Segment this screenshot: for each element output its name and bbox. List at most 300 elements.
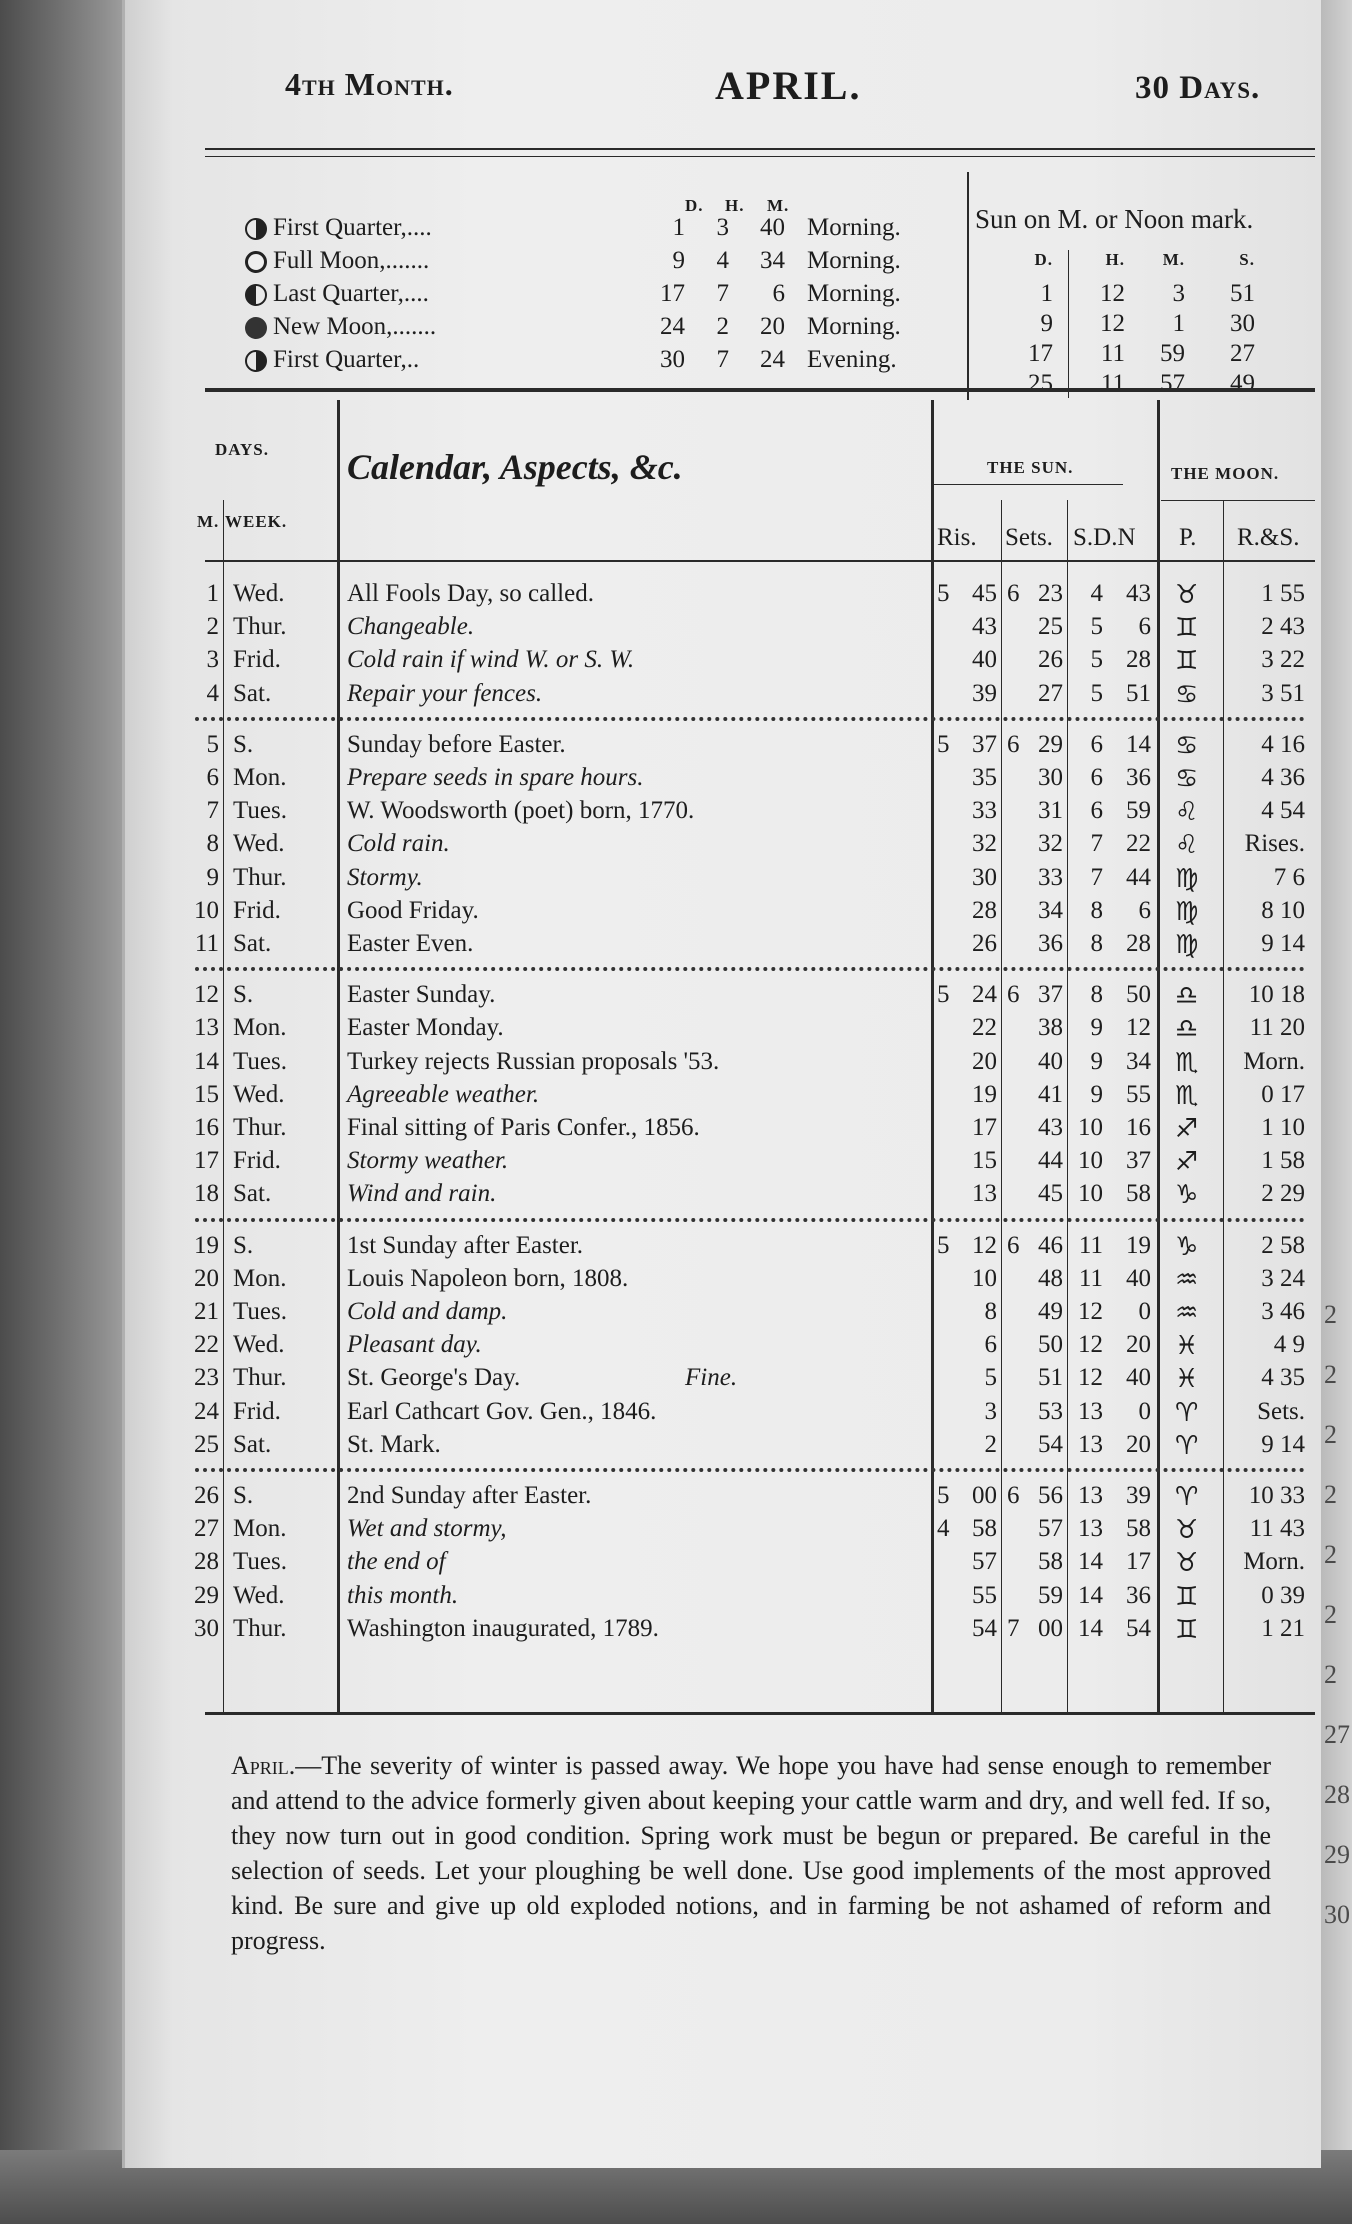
header-calendar: Calendar, Aspects, &c. (347, 447, 683, 487)
last-quarter-icon (245, 284, 267, 306)
moon-sign-glyph: ♈ (1175, 1482, 1199, 1512)
sun-declination-min: 20 (1126, 1331, 1151, 1359)
day-of-month: 7 (206, 797, 219, 825)
sun-mark-value: 11 (1100, 370, 1125, 397)
sun-set-minute: 34 (1038, 896, 1063, 924)
adjacent-page-number: 2 (1324, 1660, 1337, 1689)
sun-rise-minute: 19 (972, 1080, 997, 1108)
moon-rise-set: 1 10 (1261, 1114, 1305, 1141)
moon-rise-set: 9 14 (1261, 930, 1305, 957)
day-of-week: Thur. (233, 863, 287, 891)
day-of-month: 21 (194, 1298, 219, 1325)
sun-declination-deg: 9 (1090, 1014, 1103, 1042)
sun-set-minute: 26 (1038, 646, 1063, 674)
sun-rise-minute: 43 (972, 613, 997, 641)
sun-rise-minute: 40 (972, 646, 997, 674)
day-of-week: Thur. (233, 1364, 287, 1392)
first-quarter-icon (245, 350, 267, 372)
moon-sign-glyph: ♐ (1175, 1114, 1199, 1144)
sun-set-minute: 41 (1038, 1080, 1063, 1108)
moon-sign-glyph: ♍ (1175, 863, 1199, 894)
moon-rise-set: Morn. (1243, 1548, 1305, 1576)
sun-rise-minute: 57 (972, 1548, 997, 1576)
sun-set-hour: 6 (1007, 1482, 1020, 1509)
day-of-month: 12 (194, 981, 219, 1009)
sun-declination-deg: 10 (1078, 1114, 1103, 1141)
calendar-entry: this month. (347, 1581, 459, 1609)
moon-phase-minute: 34 (760, 247, 785, 274)
header-rule (205, 148, 1315, 150)
sun-set-minute: 31 (1038, 797, 1063, 825)
calendar-entry: Earl Cathcart Gov. Gen., 1846. (347, 1397, 657, 1425)
moon-sign-glyph: ♑ (1175, 1231, 1199, 1262)
sun-set-hour: 6 (1007, 580, 1020, 607)
calendar-entry: Cold rain. (347, 830, 450, 858)
sun-declination-deg: 6 (1090, 730, 1103, 758)
calendar-entry: Turkey rejects Russian proposals '53. (347, 1047, 720, 1075)
moon-phase-period: Morning. (807, 313, 901, 340)
moon-phase-hour: 7 (716, 346, 729, 373)
moon-sign-glyph: ♊ (1175, 613, 1199, 644)
moon-phase-row (245, 280, 429, 308)
sun-declination-deg: 14 (1078, 1614, 1103, 1642)
moon-sign-glyph: ♊ (1175, 646, 1199, 677)
moon-sign-glyph: ♎ (1175, 981, 1199, 1012)
sun-declination-min: 19 (1126, 1231, 1151, 1259)
sun-set-minute: 27 (1038, 679, 1063, 707)
sun-rise-minute: 15 (972, 1147, 997, 1175)
week-separator (195, 967, 1305, 971)
sun-declination-deg: 6 (1090, 797, 1103, 825)
day-of-week: S. (233, 1231, 254, 1259)
moon-rise-set: 10 33 (1248, 1482, 1305, 1509)
sun-set-minute: 23 (1038, 580, 1063, 607)
day-of-month: 1 (206, 580, 219, 607)
moon-rise-set: 3 22 (1261, 646, 1305, 674)
day-of-month: 19 (194, 1231, 219, 1259)
sun-declination-deg: 12 (1078, 1331, 1103, 1359)
sun-set-minute: 40 (1038, 1047, 1063, 1075)
calendar-entry: St. George's Day. (347, 1364, 521, 1392)
day-of-week: Sat. (233, 1180, 272, 1208)
sun-rise-minute: 5 (984, 1364, 997, 1392)
sun-mark-header: S. (1239, 250, 1255, 269)
calendar-entry: 2nd Sunday after Easter. (347, 1482, 592, 1509)
moon-rise-set: 4 36 (1261, 764, 1305, 791)
sun-set-minute: 51 (1038, 1364, 1063, 1392)
sun-set-minute: 50 (1038, 1331, 1063, 1359)
day-of-week: Wed. (233, 830, 285, 858)
sun-mark-value: 1 (1040, 280, 1053, 307)
sun-declination-min: 17 (1126, 1548, 1151, 1576)
moon-sign-glyph: ♒ (1175, 1298, 1199, 1328)
adjacent-page-number: 2 (1324, 1360, 1337, 1389)
calendar-entry: Repair your fences. (347, 679, 543, 707)
day-of-month: 27 (194, 1515, 219, 1543)
sun-rise-minute: 13 (972, 1180, 997, 1208)
sun-rise-minute: 00 (972, 1482, 997, 1509)
moon-sign-glyph: ♎ (1175, 1014, 1199, 1045)
sun-mark-divider (1068, 250, 1069, 398)
header-week: WEEK. (225, 512, 288, 531)
moon-phase-name: Full Moon,....... (273, 247, 430, 274)
sun-declination-min: 28 (1126, 646, 1151, 674)
note-lead: April. (231, 1751, 296, 1780)
calendar-entry: All Fools Day, so called. (347, 580, 594, 607)
sun-mark-value: 12 (1100, 280, 1125, 307)
full-moon-icon (245, 251, 267, 273)
moon-sign-glyph: ♋ (1175, 764, 1199, 794)
moon-sign-glyph: ♓ (1175, 1364, 1199, 1395)
moon-rise-set: 11 43 (1249, 1515, 1305, 1543)
moon-sign-glyph: ♊ (1175, 1581, 1199, 1612)
sun-declination-min: 43 (1126, 580, 1151, 607)
sun-set-minute: 25 (1038, 613, 1063, 641)
day-of-week: Thur. (233, 613, 287, 641)
sun-rise-minute: 8 (984, 1298, 997, 1325)
day-of-week: S. (233, 1482, 254, 1509)
table-top-rule (205, 388, 1315, 392)
day-of-month: 30 (194, 1614, 219, 1642)
moon-phase-minute: 24 (760, 346, 785, 373)
moon-phase-period: Morning. (807, 214, 901, 241)
day-of-month: 14 (194, 1047, 219, 1075)
sun-declination-deg: 8 (1090, 896, 1103, 924)
adjacent-page-number: 2 (1324, 1540, 1337, 1569)
sun-set-minute: 53 (1038, 1397, 1063, 1425)
moon-rise-set: Sets. (1257, 1397, 1305, 1425)
sun-declination-deg: 13 (1078, 1430, 1103, 1458)
sun-rise-minute: 35 (972, 764, 997, 791)
day-of-month: 29 (194, 1581, 219, 1609)
moon-sign-glyph: ♓ (1175, 1331, 1199, 1362)
day-of-month: 8 (206, 830, 219, 858)
moon-rise-set: 4 35 (1261, 1364, 1305, 1392)
sun-set-hour: 6 (1007, 981, 1020, 1009)
day-of-week: Frid. (233, 896, 281, 924)
sun-set-minute: 38 (1038, 1014, 1063, 1042)
day-of-week: Mon. (233, 1515, 287, 1543)
sun-rise-minute: 39 (972, 679, 997, 707)
calendar-entry: Stormy. (347, 863, 423, 891)
moon-rise-set: 2 58 (1261, 1231, 1305, 1259)
calendar-entry: Stormy weather. (347, 1147, 509, 1175)
header-m: M. (197, 512, 220, 531)
sun-set-minute: 43 (1038, 1114, 1063, 1141)
sun-set-minute: 58 (1038, 1548, 1063, 1576)
moon-rise-set: 4 16 (1261, 730, 1305, 758)
moon-phase-name: First Quarter,.... (273, 214, 432, 241)
day-of-week: Wed. (233, 580, 285, 607)
sun-rise-minute: 32 (972, 830, 997, 858)
calendar-entry: Wet and stormy, (347, 1515, 507, 1543)
sun-set-minute: 30 (1038, 764, 1063, 791)
moon-rise-set: 0 17 (1261, 1080, 1305, 1108)
sun-rise-hour: 4 (937, 1515, 950, 1543)
calendar-entry: Easter Sunday. (347, 981, 496, 1009)
phases-col-h: H. (725, 196, 745, 215)
sun-mark-header: H. (1105, 250, 1125, 269)
sun-rise-minute: 10 (972, 1264, 997, 1292)
sun-rise-minute: 26 (972, 930, 997, 957)
header-sets: Sets. (1005, 524, 1053, 551)
sun-set-minute: 36 (1038, 930, 1063, 957)
day-of-week: Sat. (233, 679, 272, 707)
day-of-week: Wed. (233, 1080, 285, 1108)
moon-sign-glyph: ♋ (1175, 679, 1199, 710)
moon-phase-minute: 20 (760, 313, 785, 340)
moon-rise-set: 10 18 (1248, 981, 1305, 1009)
sun-mark-value: 59 (1160, 340, 1185, 367)
moon-rise-set: 1 55 (1261, 580, 1305, 607)
sun-mark-value: 30 (1230, 310, 1255, 337)
sun-mark-value: 1 (1172, 310, 1185, 337)
phases-divider (967, 172, 969, 400)
calendar-entry: Sunday before Easter. (347, 730, 566, 758)
sun-declination-min: 50 (1126, 981, 1151, 1009)
sun-declination-min: 55 (1126, 1080, 1151, 1108)
moon-phase-hour: 7 (716, 280, 729, 307)
calendar-entry: Louis Napoleon born, 1808. (347, 1264, 629, 1292)
day-of-week: S. (233, 730, 254, 758)
day-of-month: 24 (194, 1397, 219, 1425)
adjacent-page-number: 27 (1324, 1720, 1350, 1749)
calendar-entry: 1st Sunday after Easter. (347, 1231, 584, 1259)
sun-declination-min: 20 (1126, 1430, 1151, 1458)
moon-phase-period: Morning. (807, 280, 901, 307)
sun-set-minute: 33 (1038, 863, 1063, 891)
moon-phase-day: 24 (660, 313, 685, 340)
day-of-month: 3 (206, 646, 219, 674)
day-of-month: 28 (194, 1548, 219, 1576)
header-rule-thin (205, 156, 1315, 157)
sun-mark-value: 27 (1230, 340, 1255, 367)
moon-phase-day: 1 (672, 214, 685, 241)
calendar-entry: Final sitting of Paris Confer., 1856. (347, 1114, 700, 1141)
moon-rise-set: 2 29 (1261, 1180, 1305, 1208)
moon-rise-set: 4 54 (1261, 797, 1305, 825)
sun-set-minute: 45 (1038, 1180, 1063, 1208)
april-note (231, 1748, 1271, 1958)
adjacent-page-number: 28 (1324, 1780, 1350, 1809)
sun-declination-min: 0 (1138, 1298, 1151, 1325)
moon-sign-glyph: ♑ (1175, 1180, 1199, 1211)
moon-sign-glyph: ♉ (1175, 1515, 1199, 1546)
moon-rise-set: 9 14 (1261, 1430, 1305, 1458)
sun-set-minute: 48 (1038, 1264, 1063, 1292)
moon-rise-set: 11 20 (1249, 1014, 1305, 1042)
calendar-entry: Prepare seeds in spare hours. (347, 764, 644, 791)
moon-sign-glyph: ♋ (1175, 730, 1199, 761)
calendar-entry: Agreeable weather. (347, 1080, 540, 1108)
sun-declination-deg: 13 (1078, 1397, 1103, 1425)
calendar-entry: Pleasant day. (347, 1331, 482, 1359)
moon-phase-period: Evening. (807, 346, 897, 373)
sun-declination-min: 14 (1126, 730, 1151, 758)
new-moon-icon (245, 317, 267, 339)
sun-declination-min: 59 (1126, 797, 1151, 825)
day-of-month: 17 (194, 1147, 219, 1175)
day-of-month: 16 (194, 1114, 219, 1141)
sun-rise-minute: 45 (972, 580, 997, 607)
sun-declination-min: 22 (1126, 830, 1151, 858)
adjacent-page-number: 2 (1324, 1300, 1337, 1329)
month-name: APRIL. (715, 63, 862, 108)
sun-rise-minute: 3 (984, 1397, 997, 1425)
sun-declination-min: 58 (1126, 1180, 1151, 1208)
moon-sign-glyph: ♍ (1175, 930, 1199, 960)
moon-sign-glyph: ♐ (1175, 1147, 1199, 1178)
sun-rise-minute: 33 (972, 797, 997, 825)
sun-mark-header: M. (1162, 250, 1185, 269)
moon-rise-set: 2 43 (1261, 613, 1305, 641)
phases-col-d: D. (685, 196, 704, 215)
header-the-sun: THE SUN. (987, 458, 1074, 477)
calendar-entry: Cold rain if wind W. or S. W. (347, 646, 635, 674)
moon-sign-glyph: ♈ (1175, 1397, 1199, 1428)
sun-rise-minute: 58 (972, 1515, 997, 1543)
day-of-week: Thur. (233, 1114, 287, 1141)
sun-declination-min: 16 (1126, 1114, 1151, 1141)
sun-declination-deg: 7 (1090, 863, 1103, 891)
sun-declination-deg: 8 (1090, 930, 1103, 957)
sun-declination-min: 39 (1126, 1482, 1151, 1509)
moon-sign-glyph: ♏ (1175, 1080, 1199, 1111)
moon-rise-set: 0 39 (1261, 1581, 1305, 1609)
moon-header-rule (1161, 500, 1315, 501)
moon-phase-minute: 40 (760, 214, 785, 241)
sun-declination-deg: 10 (1078, 1180, 1103, 1208)
sun-rise-minute: 54 (972, 1614, 997, 1642)
sun-declination-deg: 7 (1090, 830, 1103, 858)
sun-set-minute: 56 (1038, 1482, 1063, 1509)
day-of-month: 9 (206, 863, 219, 891)
moon-phase-row (245, 247, 429, 275)
sun-mark-value: 9 (1040, 310, 1053, 337)
sun-declination-min: 58 (1126, 1515, 1151, 1543)
sun-set-minute: 54 (1038, 1430, 1063, 1458)
adjacent-page-number: 2 (1324, 1600, 1337, 1629)
calendar-entry: Washington inaugurated, 1789. (347, 1614, 659, 1642)
sun-rise-hour: 5 (937, 1482, 950, 1509)
moon-sign-glyph: ♌ (1175, 797, 1199, 828)
sun-declination-deg: 4 (1090, 580, 1103, 607)
day-of-month: 2 (206, 613, 219, 641)
rule-p-rs (1223, 500, 1224, 1712)
header-the-moon: THE MOON. (1171, 464, 1280, 483)
month-number: 4th Month. (285, 66, 454, 102)
adjacent-page-number: 30 (1324, 1900, 1350, 1929)
header-ris: Ris. (937, 524, 977, 551)
moon-phase-day: 30 (660, 346, 685, 373)
day-of-month: 10 (194, 896, 219, 924)
sun-declination-min: 12 (1126, 1014, 1151, 1042)
day-of-month: 5 (206, 730, 219, 758)
rule-week-calendar (337, 400, 340, 1712)
almanac-page (122, 0, 1321, 2168)
day-of-week: Sat. (233, 930, 272, 957)
day-of-month: 26 (194, 1482, 219, 1509)
sun-rise-hour: 5 (937, 981, 950, 1009)
calendar-entry: the end of (347, 1548, 446, 1576)
sun-mark-value: 3 (1172, 280, 1185, 307)
sun-declination-min: 54 (1126, 1614, 1151, 1642)
scan-left-binding (0, 0, 130, 2224)
day-of-week: Sat. (233, 1430, 272, 1458)
sun-declination-min: 51 (1126, 679, 1151, 707)
week-separator (195, 1218, 1305, 1222)
calendar-entry-weather: Fine. (685, 1364, 738, 1392)
moon-phase-period: Morning. (807, 247, 901, 274)
day-of-week: Mon. (233, 764, 287, 791)
day-of-week: Tues. (233, 1548, 287, 1576)
moon-phase-name: New Moon,....... (273, 313, 437, 340)
sun-declination-deg: 5 (1090, 646, 1103, 674)
sun-set-minute: 29 (1038, 730, 1063, 758)
phases-col-m: M. (767, 196, 790, 215)
sun-rise-minute: 30 (972, 863, 997, 891)
moon-phase-row (245, 214, 432, 242)
moon-phase-day: 17 (660, 280, 685, 307)
sun-rise-hour: 5 (937, 1231, 950, 1259)
sun-declination-deg: 5 (1090, 613, 1103, 641)
moon-sign-glyph: ♉ (1175, 580, 1199, 610)
day-of-month: 6 (206, 764, 219, 791)
header-p: P. (1179, 524, 1197, 551)
moon-rise-set: 3 46 (1261, 1298, 1305, 1325)
day-of-month: 18 (194, 1180, 219, 1208)
day-of-week: Thur. (233, 1614, 287, 1642)
day-of-week: Frid. (233, 1147, 281, 1175)
sun-declination-deg: 9 (1090, 1047, 1103, 1075)
moon-phase-row (245, 346, 419, 374)
moon-phase-hour: 3 (716, 214, 729, 241)
calendar-entry: St. Mark. (347, 1430, 441, 1458)
sun-mark-value: 12 (1100, 310, 1125, 337)
moon-rise-set: 3 51 (1261, 679, 1305, 707)
sun-mark-value: 11 (1100, 340, 1125, 367)
header-rs: R.&S. (1237, 524, 1300, 551)
sun-declination-min: 6 (1138, 613, 1151, 641)
adjacent-page-number: 2 (1324, 1420, 1337, 1449)
day-of-month: 25 (194, 1430, 219, 1458)
sun-declination-min: 37 (1126, 1147, 1151, 1175)
sun-rise-minute: 6 (984, 1331, 997, 1359)
moon-sign-glyph: ♌ (1175, 830, 1199, 861)
moon-sign-glyph: ♊ (1175, 1614, 1199, 1645)
sun-declination-min: 36 (1126, 764, 1151, 791)
sun-rise-hour: 5 (937, 730, 950, 758)
moon-rise-set: Rises. (1244, 830, 1305, 858)
table-bottom-rule (205, 1712, 1315, 1715)
rule-calendar-sun (931, 400, 934, 1712)
sun-set-minute: 37 (1038, 981, 1063, 1009)
moon-phase-name: Last Quarter,.... (273, 280, 429, 307)
moon-rise-set: 3 24 (1261, 1264, 1305, 1292)
day-of-week: Tues. (233, 797, 287, 825)
moon-phase-hour: 2 (716, 313, 729, 340)
header-sdn: S.D.N (1073, 524, 1136, 551)
sun-rise-minute: 12 (972, 1231, 997, 1259)
moon-sign-glyph: ♒ (1175, 1264, 1199, 1295)
sun-rise-hour: 5 (937, 580, 950, 607)
sun-declination-min: 40 (1126, 1264, 1151, 1292)
sun-declination-deg: 9 (1090, 1080, 1103, 1108)
sun-declination-deg: 5 (1090, 679, 1103, 707)
day-of-week: Frid. (233, 1397, 281, 1425)
sun-set-minute: 49 (1038, 1298, 1063, 1325)
moon-rise-set: 1 21 (1261, 1614, 1305, 1642)
